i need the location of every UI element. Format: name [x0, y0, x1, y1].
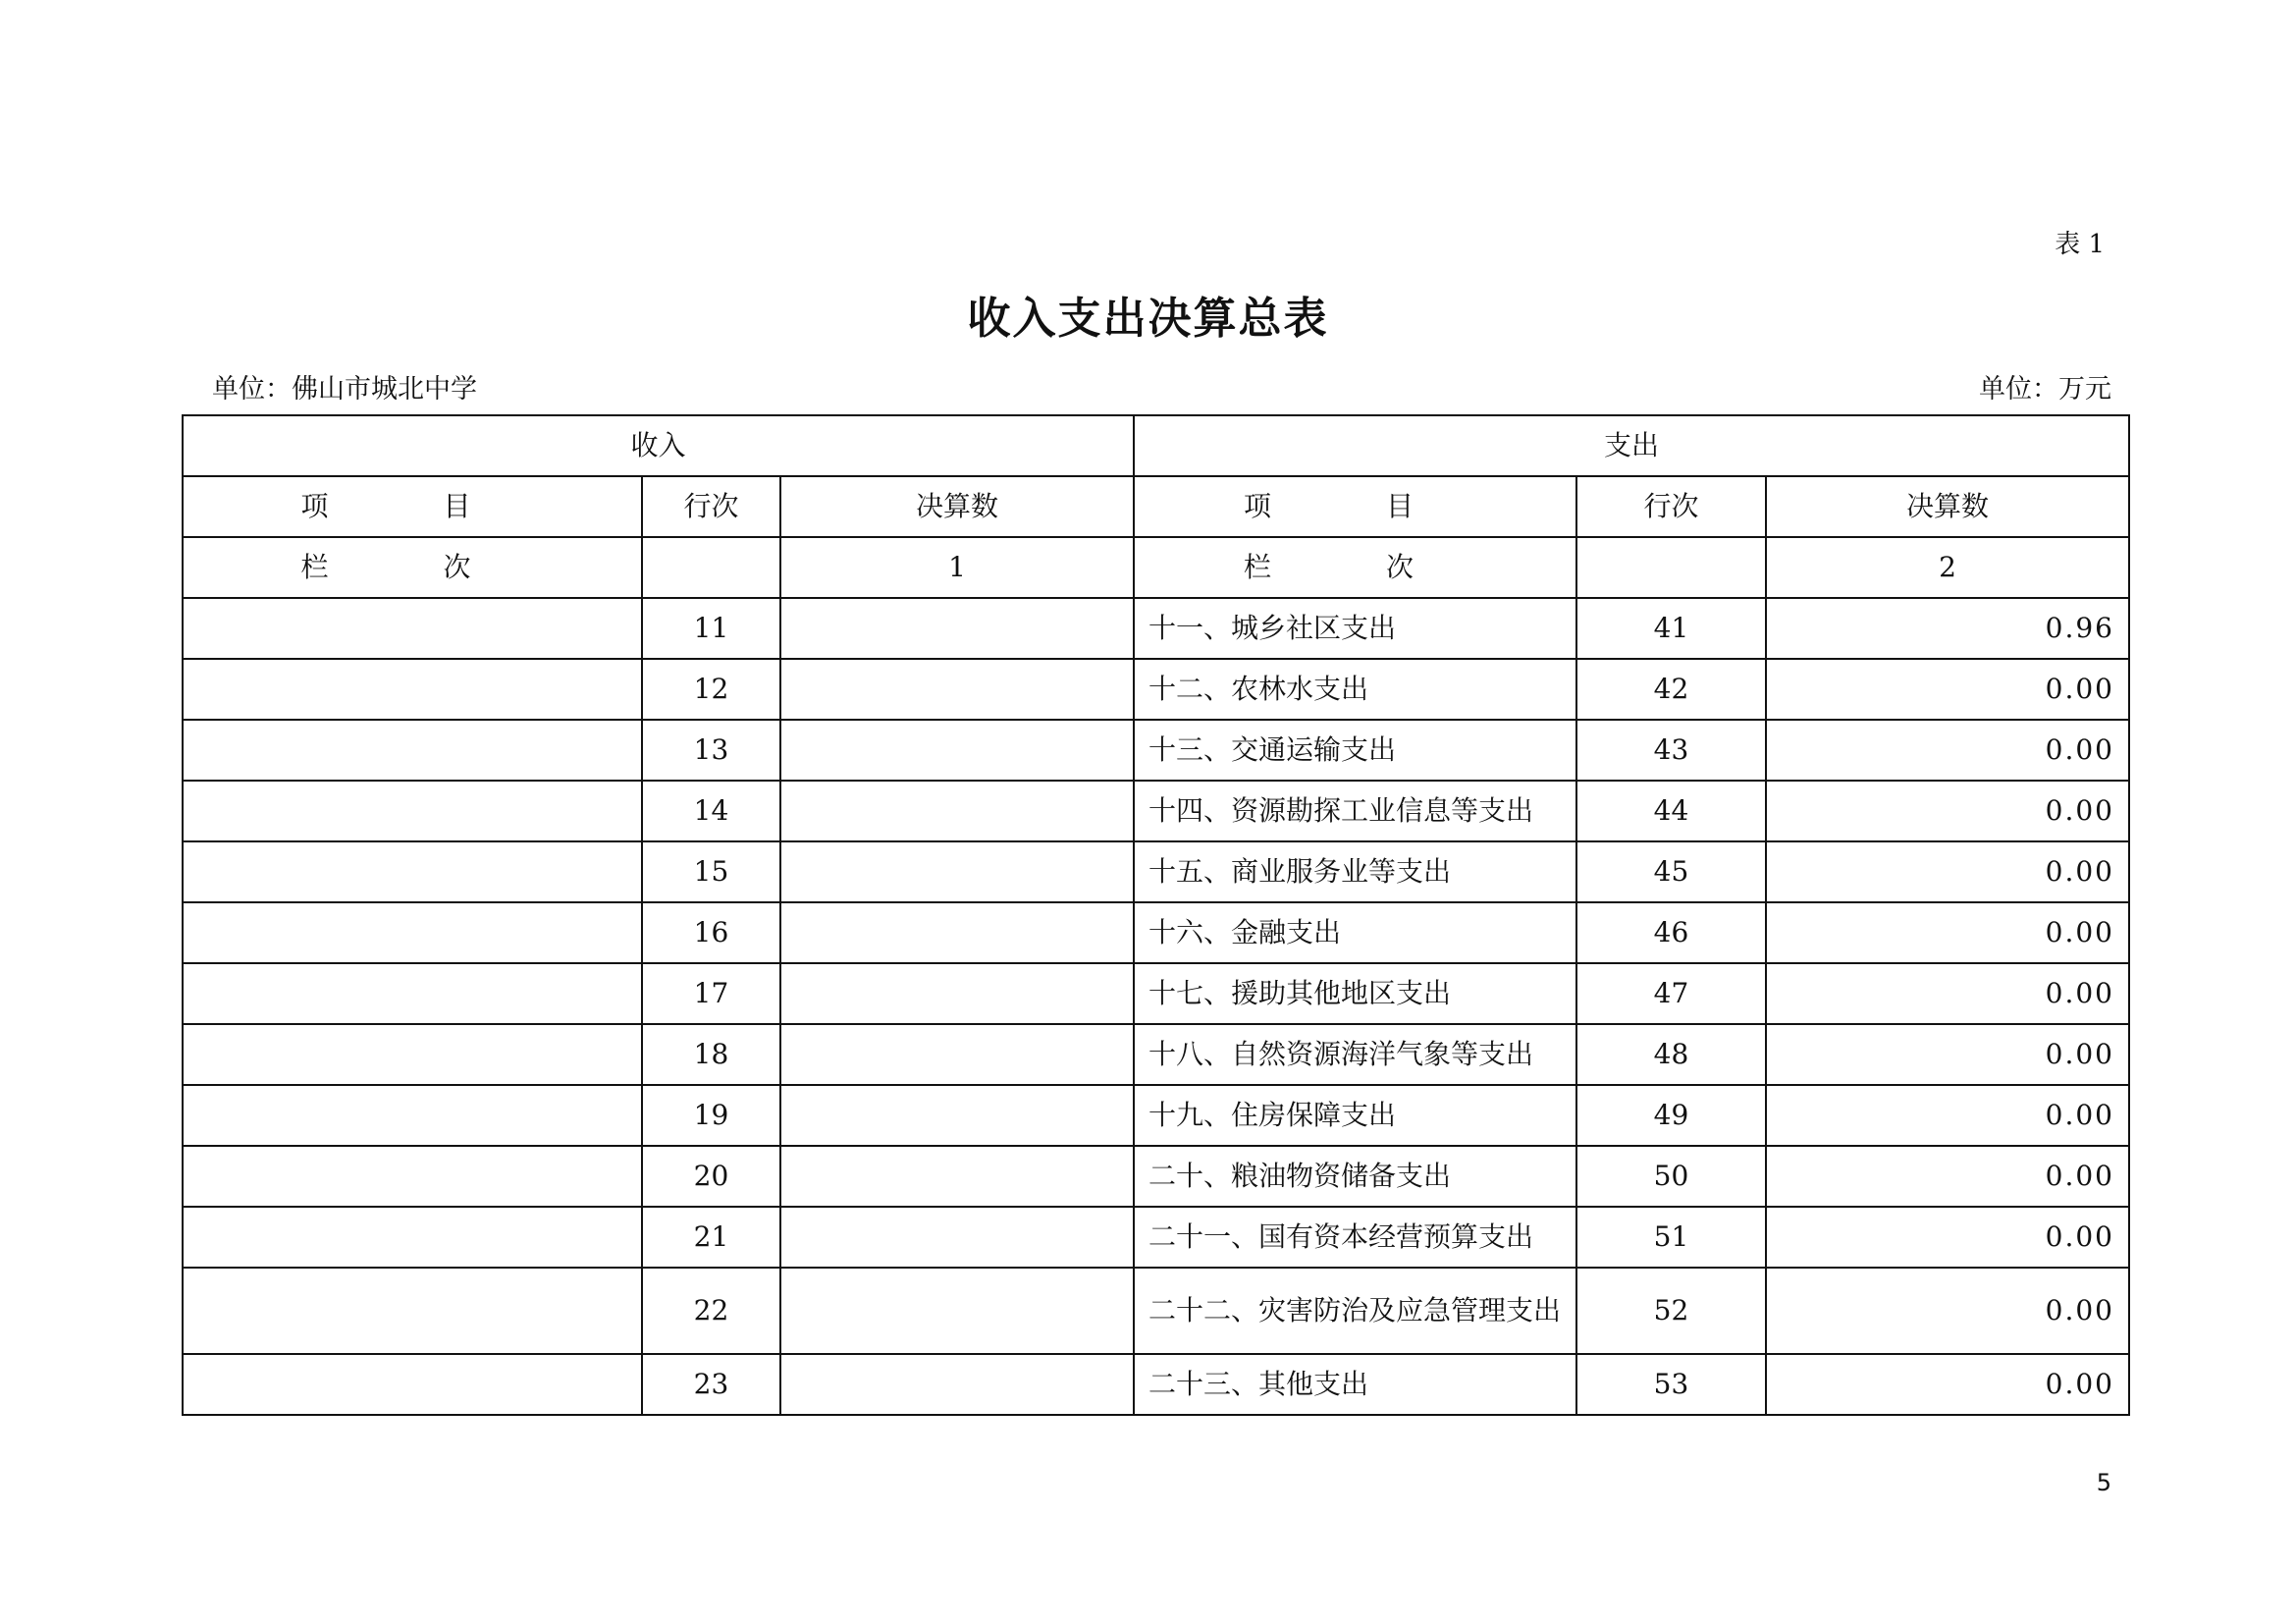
expense-amount-cell: 0.00: [1766, 1268, 2129, 1354]
income-item-cell: [183, 1146, 642, 1207]
expense-item-header: 项 目: [1134, 476, 1576, 537]
table-row: [183, 902, 2129, 963]
income-row-no-cell: 19: [642, 1085, 780, 1146]
table-row: [183, 1085, 2129, 1146]
expense-row-no-cell: 48: [1576, 1024, 1766, 1085]
header-row-columns: [183, 476, 2129, 537]
table-row: [183, 1024, 2129, 1085]
expense-amount-cell: 0.00: [1766, 1085, 2129, 1146]
expense-row-no-cell: 46: [1576, 902, 1766, 963]
expense-amount-cell: 0.00: [1766, 902, 2129, 963]
income-row-no-cell: 12: [642, 659, 780, 720]
expense-row-no-cell: 51: [1576, 1207, 1766, 1268]
income-row-no-cell: 16: [642, 902, 780, 963]
table-row: [183, 1146, 2129, 1207]
income-row-no-cell: 17: [642, 963, 780, 1024]
income-item-cell: [183, 720, 642, 781]
unit-organization: 单位：佛山市城北中学: [212, 374, 477, 405]
income-amount-cell: [780, 841, 1134, 902]
table-row: [183, 1207, 2129, 1268]
header-row-sections: [183, 415, 2129, 476]
income-item-cell: [183, 598, 642, 659]
income-item-cell: [183, 902, 642, 963]
expense-amount-cell: 0.00: [1766, 1146, 2129, 1207]
expense-amount-cell: 0.00: [1766, 720, 2129, 781]
income-amount-cell: [780, 963, 1134, 1024]
income-row-no-cell: 13: [642, 720, 780, 781]
expense-item-cell: 十一、城乡社区支出: [1134, 598, 1576, 659]
income-item-cell: [183, 1085, 642, 1146]
header-row-column-index: [183, 537, 2129, 598]
income-amount-cell: [780, 1354, 1134, 1415]
expense-item-cell: 十六、金融支出: [1134, 902, 1576, 963]
expense-header: 支出: [1134, 415, 2129, 476]
income-row-no-cell: 22: [642, 1268, 780, 1354]
expense-item-cell: 二十二、灾害防治及应急管理支出: [1134, 1268, 1576, 1354]
income-item-cell: [183, 841, 642, 902]
income-row-no-cell: 11: [642, 598, 780, 659]
expense-amount-cell: 0.00: [1766, 781, 2129, 841]
income-row-no-cell: 18: [642, 1024, 780, 1085]
income-header: 收入: [183, 415, 1134, 476]
income-amount-cell: [780, 598, 1134, 659]
income-row-no-cell: 20: [642, 1146, 780, 1207]
income-amount-cell: [780, 1085, 1134, 1146]
expense-row-no-cell: 42: [1576, 659, 1766, 720]
income-amount-cell: [780, 659, 1134, 720]
income-row-no-cell: 21: [642, 1207, 780, 1268]
column-index-blank: [642, 537, 780, 598]
column-index-label: 栏 次: [1134, 537, 1576, 598]
expense-amount-cell: 0.00: [1766, 963, 2129, 1024]
income-item-cell: [183, 659, 642, 720]
income-item-cell: [183, 963, 642, 1024]
column-index-label: 栏 次: [183, 537, 642, 598]
expense-row-no-cell: 41: [1576, 598, 1766, 659]
expense-row-no-cell: 47: [1576, 963, 1766, 1024]
expense-amount-cell: 0.00: [1766, 1024, 2129, 1085]
expense-item-cell: 十七、援助其他地区支出: [1134, 963, 1576, 1024]
income-column-index: 1: [780, 537, 1134, 598]
page-title: 收入支出决算总表: [967, 294, 1329, 344]
expense-amount-cell: 0.00: [1766, 841, 2129, 902]
table-row: [183, 720, 2129, 781]
table-row: [183, 963, 2129, 1024]
income-row-no-header: 行次: [642, 476, 780, 537]
expense-item-cell: 十四、资源勘探工业信息等支出: [1134, 781, 1576, 841]
income-item-cell: [183, 1207, 642, 1268]
unit-currency: 单位：万元: [1979, 374, 2111, 405]
income-item-cell: [183, 781, 642, 841]
expense-item-cell: 十九、住房保障支出: [1134, 1085, 1576, 1146]
table-row: [183, 1354, 2129, 1415]
table-row: [183, 1268, 2129, 1354]
expense-item-cell: 十五、商业服务业等支出: [1134, 841, 1576, 902]
income-amount-cell: [780, 1024, 1134, 1085]
table-tag: 表 1: [2055, 230, 2105, 259]
expense-row-no-cell: 50: [1576, 1146, 1766, 1207]
expense-row-no-cell: 52: [1576, 1268, 1766, 1354]
expense-row-no-cell: 44: [1576, 781, 1766, 841]
expense-item-cell: 十八、自然资源海洋气象等支出: [1134, 1024, 1576, 1085]
income-amount-cell: [780, 902, 1134, 963]
column-index-blank: [1576, 537, 1766, 598]
income-amount-cell: [780, 1146, 1134, 1207]
income-amount-header: 决算数: [780, 476, 1134, 537]
income-row-no-cell: 15: [642, 841, 780, 902]
expense-item-cell: 二十、粮油物资储备支出: [1134, 1146, 1576, 1207]
expense-amount-cell: 0.00: [1766, 1354, 2129, 1415]
expense-row-no-cell: 45: [1576, 841, 1766, 902]
expense-column-index: 2: [1766, 537, 2129, 598]
expense-item-cell: 二十一、国有资本经营预算支出: [1134, 1207, 1576, 1268]
income-amount-cell: [780, 720, 1134, 781]
income-amount-cell: [780, 1268, 1134, 1354]
income-item-header: 项 目: [183, 476, 642, 537]
expense-item-cell: 十三、交通运输支出: [1134, 720, 1576, 781]
expense-amount-header: 决算数: [1766, 476, 2129, 537]
table-row: [183, 659, 2129, 720]
expense-row-no-cell: 53: [1576, 1354, 1766, 1415]
expense-item-cell: 二十三、其他支出: [1134, 1354, 1576, 1415]
table-row: [183, 598, 2129, 659]
expense-item-cell: 十二、农林水支出: [1134, 659, 1576, 720]
income-amount-cell: [780, 781, 1134, 841]
expense-row-no-header: 行次: [1576, 476, 1766, 537]
income-row-no-cell: 23: [642, 1354, 780, 1415]
table-row: [183, 841, 2129, 902]
income-item-cell: [183, 1024, 642, 1085]
income-row-no-cell: 14: [642, 781, 780, 841]
expense-amount-cell: 0.96: [1766, 598, 2129, 659]
income-expense-table: [182, 414, 2130, 1416]
income-amount-cell: [780, 1207, 1134, 1268]
expense-amount-cell: 0.00: [1766, 1207, 2129, 1268]
expense-row-no-cell: 43: [1576, 720, 1766, 781]
expense-row-no-cell: 49: [1576, 1085, 1766, 1146]
expense-amount-cell: 0.00: [1766, 659, 2129, 720]
table-row: [183, 781, 2129, 841]
income-item-cell: [183, 1354, 642, 1415]
income-item-cell: [183, 1268, 642, 1354]
page-number: 5: [2096, 1469, 2111, 1496]
